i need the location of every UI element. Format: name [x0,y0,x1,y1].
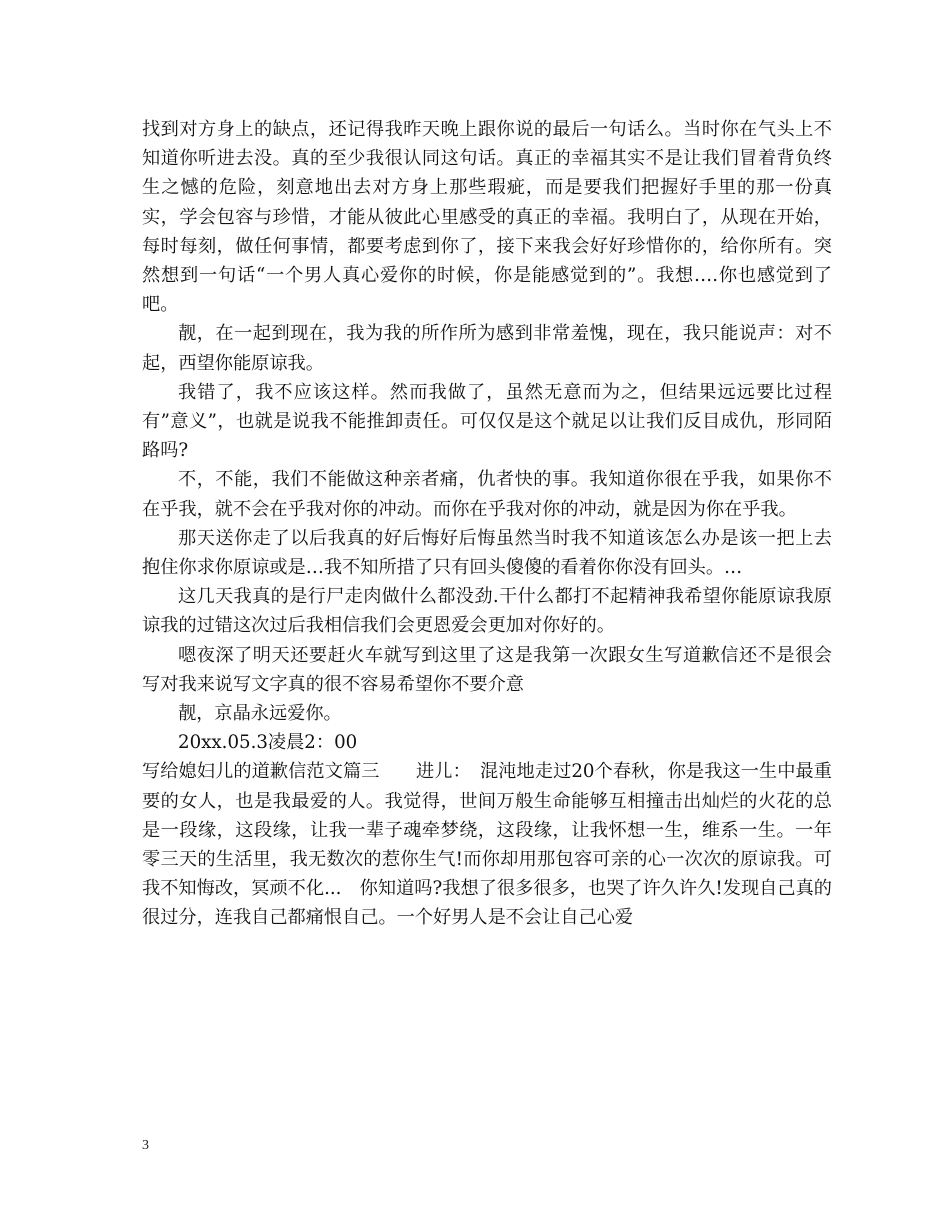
page-number: 3 [142,1138,149,1153]
paragraph-6: 这几天我真的是行尸走肉做什么都没劲.干什么都打不起精神我希望你能原谅我原谅我的过错这次过后我相信我们会更恩爱会更加对你好的。 [142,586,832,637]
paragraph-7: 嗯夜深了明天还要赶火车就写到这里了这是我第一次跟女生写道歉信还不是很会写对我来说写文字真的很不容易希望你不要介意 [142,644,832,695]
paragraph-2: 靓，在一起到现在，我为我的所作所为感到非常羞愧，现在，我只能说声：对不起，西望你能原谅我。 [142,323,832,374]
body-text [142,115,832,933]
paragraph-5: 那天送你走了以后我真的好后悔好后悔虽然当时我不知道该怎么办是该一把上去抱住你求你原谅或是…我不知所措了只有回头傻傻的看着你你没有回头。… [142,527,832,579]
date-line: 20xx.05.3凌晨2：00 [178,732,358,754]
paragraph-3: 我错了，我不应该这样。然而我做了，虽然无意而为之，但结果远远要比过程有”意义”，也就是说我不能推卸责任。可仅仅是这个就足以让我们反目成仇，形同陌路吗? [142,381,832,462]
paragraph-1: 找到对方身上的缺点，还记得我昨天晚上跟你说的最后一句话么。当时你在气头上不知道你听进去没。真的至少我很认同这句话。真正的幸福其实不是让我们冒着背负终生之憾的危险，刻意地出去对方身上那些瑕疵，而是要我们把握好手里的那一份真实，学会包容与珍惜，才能从彼此心里感受的真正的幸福。我明白了，从现在开始，每时每刻，做任何事情，都要考虑到你了，接下来我会好好珍惜你的，给你所有。突然想到一句话“一个男人真心爱你的时候，你是能感觉到的”。我想….你也感觉到了吧。 [142,119,832,316]
signature-line: 靓，京晶永远爱你。 [178,703,342,725]
paragraph-section-three: 写给媳妇儿的道歉信范文篇三 进儿： 混沌地走过20个春秋，你是我这一生中最重要的女人，也是我最爱的人。我觉得，世间万般生命能够互相撞击出灿烂的火花的总是一段缘，这段缘，让我一辈子魂牵梦绕，这段缘，让我怀想一生，维系一生。一年零三天的生活里，我无数次的惹你生气!而你却用那包容可亲的心一次次的原谅我。可我不知悔改，冥顽不化... 你知道吗?我想了很多很多，也哭了许久许久!发现自己真的很过分，连我自己都痛恨自己。一个好男人是不会让自己心爱 [142,761,832,929]
paragraph-4: 不，不能，我们不能做这种亲者痛，仇者快的事。我知道你很在乎我，如果你不在乎我，就不会在乎我对你的冲动。而你在乎我对你的冲动，就是因为你在乎我。 [142,469,832,520]
